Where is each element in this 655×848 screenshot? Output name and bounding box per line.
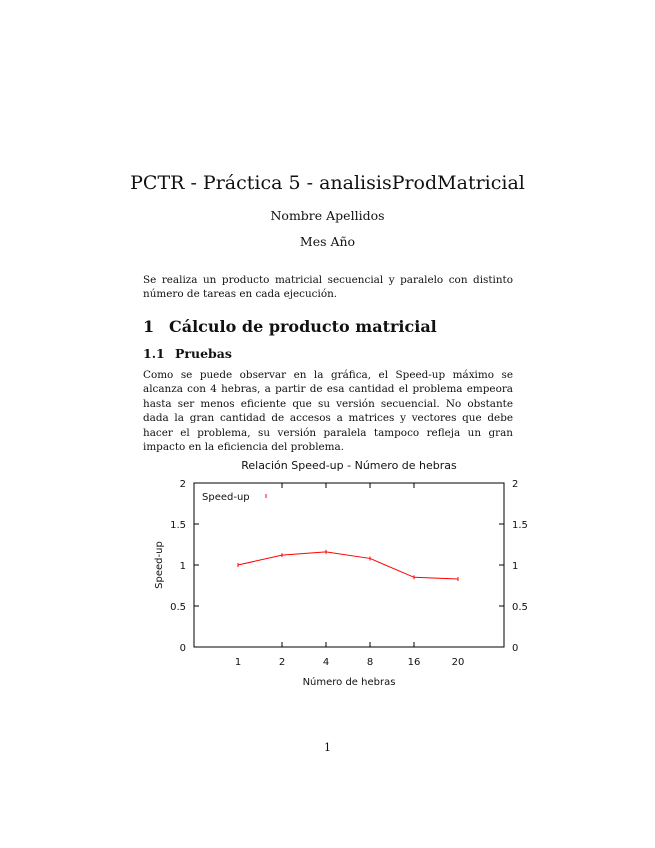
document-title: PCTR - Práctica 5 - analisisProdMatricial <box>130 172 525 194</box>
x-tick-label: 4 <box>322 657 330 668</box>
y-tick-label-left: 2 <box>179 479 186 490</box>
body-paragraph: Como se puede observar en la gráfica, el Speed-up máximo se alcanza con 4 hebras, a partir de esa cantidad el problema empeora hasta ser menos eficiente que su versión secuencial. No obstante dada la gran cantidad de accesos a matrices y vectores que debe hacer el problema, su versión paralela tampoco refleja un gran impacto en la eficiencia del problema. <box>143 369 513 454</box>
y-tick-label-right: 0 <box>512 643 519 654</box>
y-tick-label-right: 2 <box>512 479 519 490</box>
section-heading <box>143 317 437 336</box>
abstract-paragraph: Se realiza un producto matricial secuencial y paralelo con distinto número de tareas en cada ejecución. <box>143 274 513 301</box>
subsection-number: 1.1 <box>143 346 165 361</box>
y-tick-label-right: 1.5 <box>512 520 528 531</box>
x-tick-label: 20 <box>451 657 465 668</box>
section-title: Cálculo de producto matricial <box>169 317 437 336</box>
legend-label: Speed-up <box>202 492 250 503</box>
subsection-heading <box>143 346 232 361</box>
y-tick-label-right: 0.5 <box>512 602 528 613</box>
x-tick-label: 2 <box>278 657 286 668</box>
plot-frame <box>194 483 504 647</box>
y-tick-label-right: 1 <box>512 561 519 572</box>
section-number: 1 <box>143 317 155 336</box>
speedup-chart <box>140 450 540 695</box>
document-author: Nombre Apellidos <box>270 208 385 223</box>
y-tick-label-left: 1.5 <box>170 520 186 531</box>
x-axis-label: Número de hebras <box>302 677 396 688</box>
y-tick-label-left: 1 <box>179 561 186 572</box>
series-line-speedup <box>238 552 458 579</box>
subsection-title: Pruebas <box>175 346 232 361</box>
document-date: Mes Año <box>299 234 356 249</box>
x-tick-label: 8 <box>366 657 374 668</box>
page-number: 1 <box>324 741 331 754</box>
y-tick-label-left: 0 <box>179 643 186 654</box>
x-tick-label: 16 <box>407 657 421 668</box>
y-tick-label-left: 0.5 <box>170 602 186 613</box>
x-tick-label: 1 <box>234 657 242 668</box>
chart-title: Relación Speed-up - Número de hebras <box>241 459 457 472</box>
y-axis-label: Speed-up <box>154 541 165 589</box>
